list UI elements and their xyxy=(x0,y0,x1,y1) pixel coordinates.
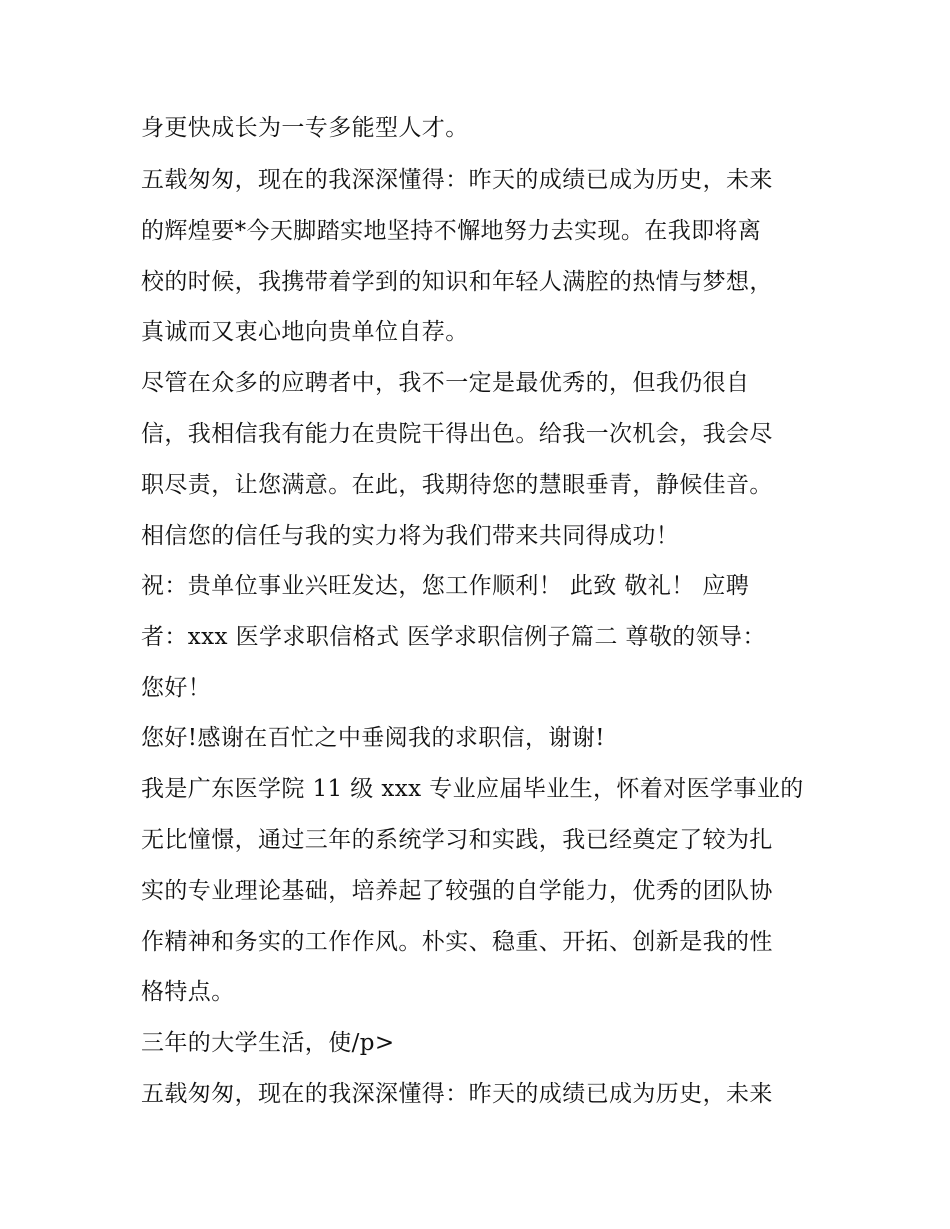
text-line: 我是广东医学院 11 级 xxx 专业应届毕业生，怀着对医学事业的 xyxy=(141,776,804,802)
text-line: 者：xxx 医学求职信格式 医学求职信例子篇二 尊敬的领导： xyxy=(141,624,766,650)
text-line: 校的时候，我携带着学到的知识和年轻人满腔的热情与梦想， xyxy=(141,269,773,295)
text-line: 相信您的信任与我的实力将为我们带来共同得成功！ xyxy=(141,523,680,549)
text-line: 五载匆匆，现在的我深深懂得：昨天的成绩已成为历史，未来 xyxy=(141,167,773,193)
text-line: 祝：贵单位事业兴旺发达，您工作顺利！ 此致 敬礼！ 应聘 xyxy=(141,573,750,599)
text-line: 无比憧憬，通过三年的系统学习和实践，我已经奠定了较为扎 xyxy=(141,827,773,853)
text-line: 格特点。 xyxy=(141,979,235,1005)
text-line: 真诚而又衷心地向贵单位自荐。 xyxy=(141,319,469,345)
text-line: 您好！ xyxy=(141,675,212,701)
text-line: 作精神和务实的工作作风。朴实、稳重、开拓、创新是我的性 xyxy=(141,929,773,955)
text-line: 实的专业理论基础，培养起了较强的自学能力，优秀的团队协 xyxy=(141,878,773,904)
text-line: 的辉煌要*今天脚踏实地坚持不懈地努力去实现。在我即将离 xyxy=(141,218,762,244)
text-line: 五载匆匆，现在的我深深懂得：昨天的成绩已成为历史，未来 xyxy=(141,1081,773,1107)
text-line: 身更快成长为一专多能型人才。 xyxy=(141,115,469,141)
text-line: 信，我相信我有能力在贵院干得出色。给我一次机会，我会尽 xyxy=(141,421,773,447)
text-line: 您好!感谢在百忙之中垂阅我的求职信，谢谢! xyxy=(141,725,605,751)
text-line: 尽管在众多的应聘者中，我不一定是最优秀的，但我仍很自 xyxy=(141,370,750,396)
text-line: 三年的大学生活，使/p> xyxy=(141,1030,395,1056)
text-line: 职尽责，让您满意。在此，我期待您的慧眼垂青，静候佳音。 xyxy=(141,472,773,498)
